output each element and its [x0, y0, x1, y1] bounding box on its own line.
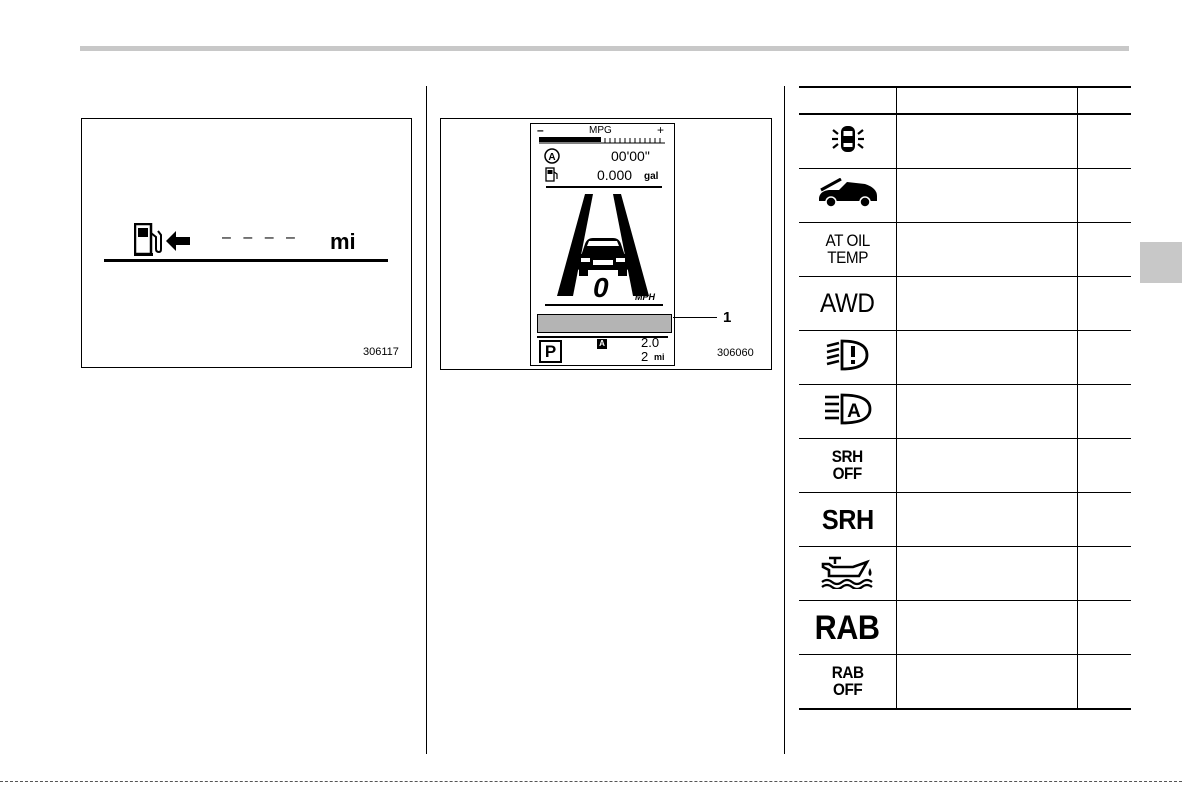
indicator-table: [799, 86, 1129, 710]
top-rule: [80, 46, 1129, 51]
mpg-bar: [539, 136, 665, 144]
speed-unit: MPH: [635, 292, 655, 302]
table-row: [799, 223, 1131, 277]
table-row: [799, 331, 1131, 385]
bottom-rule: [0, 781, 1182, 782]
svg-text:A: A: [548, 152, 556, 163]
mpg-label: MPG: [589, 125, 612, 136]
speed-divider: [545, 304, 663, 306]
oil-temperature-icon: [819, 553, 877, 589]
icon-line-1: RAB: [831, 662, 864, 682]
fuel-used-unit: gal: [644, 171, 659, 182]
figure-display: [440, 118, 772, 370]
table-row: [799, 277, 1131, 331]
trip-value-2: 2: [641, 349, 649, 364]
fuel-used-icon: [545, 167, 559, 182]
icon-line-2: OFF: [832, 463, 863, 483]
table-row: [799, 493, 1131, 547]
icon-line-1: SRH: [832, 446, 863, 466]
srh-off-icon: [832, 448, 863, 482]
trip-a-icon: [543, 148, 561, 164]
icon-line-2: TEMP: [827, 247, 868, 267]
srh-icon: SRH: [821, 503, 874, 535]
rab-icon: RAB: [815, 608, 880, 647]
range-dashes: – – – –: [222, 229, 299, 246]
headlight-warning-icon: [825, 338, 871, 372]
display-baseline: [104, 259, 388, 262]
mpg-minus: –: [537, 123, 544, 137]
icon-line-2: OFF: [832, 679, 863, 699]
figure-fuel-range: [81, 118, 412, 368]
hood-open-icon: [817, 178, 879, 208]
svg-text:A: A: [846, 401, 861, 422]
figure-code: 306060: [717, 347, 754, 359]
fuel-used-value: 0.000: [597, 167, 633, 183]
chapter-tab: [1140, 242, 1182, 283]
table-header: [799, 87, 1131, 114]
table-row: [799, 439, 1131, 493]
fuel-pump-icon: [134, 223, 162, 257]
multi-information-display: [530, 123, 675, 366]
table-row: [799, 547, 1131, 601]
arrow-left-icon: [166, 231, 190, 251]
table-row: [799, 601, 1131, 655]
auto-high-beam-icon: [823, 392, 873, 426]
information-bar: [537, 314, 672, 333]
table-row: [799, 385, 1131, 439]
column-divider-2: [784, 86, 785, 754]
gear-indicator: P: [539, 340, 562, 363]
at-oil-temp-icon: [825, 232, 869, 266]
mpg-plus: +: [657, 123, 665, 137]
table-row: [799, 169, 1131, 223]
trip-unit: mi: [654, 352, 665, 362]
timer-value: 00'00": [611, 148, 650, 164]
column-divider-1: [426, 86, 427, 754]
icon-line-1: AT OIL: [825, 230, 870, 250]
figure-code: 306117: [363, 346, 399, 358]
car-alert-icon: [830, 120, 866, 158]
trip-value-1: 2.0: [641, 335, 660, 350]
callout-number: 1: [723, 309, 732, 326]
range-unit: mi: [330, 229, 356, 254]
table-row: [799, 114, 1131, 169]
awd-icon: AWD: [820, 288, 875, 318]
rab-off-icon: [832, 664, 864, 698]
table-row: [799, 655, 1131, 710]
mode-badge: A: [597, 339, 607, 349]
speed-value: 0: [593, 272, 609, 303]
callout-line: [673, 317, 717, 318]
